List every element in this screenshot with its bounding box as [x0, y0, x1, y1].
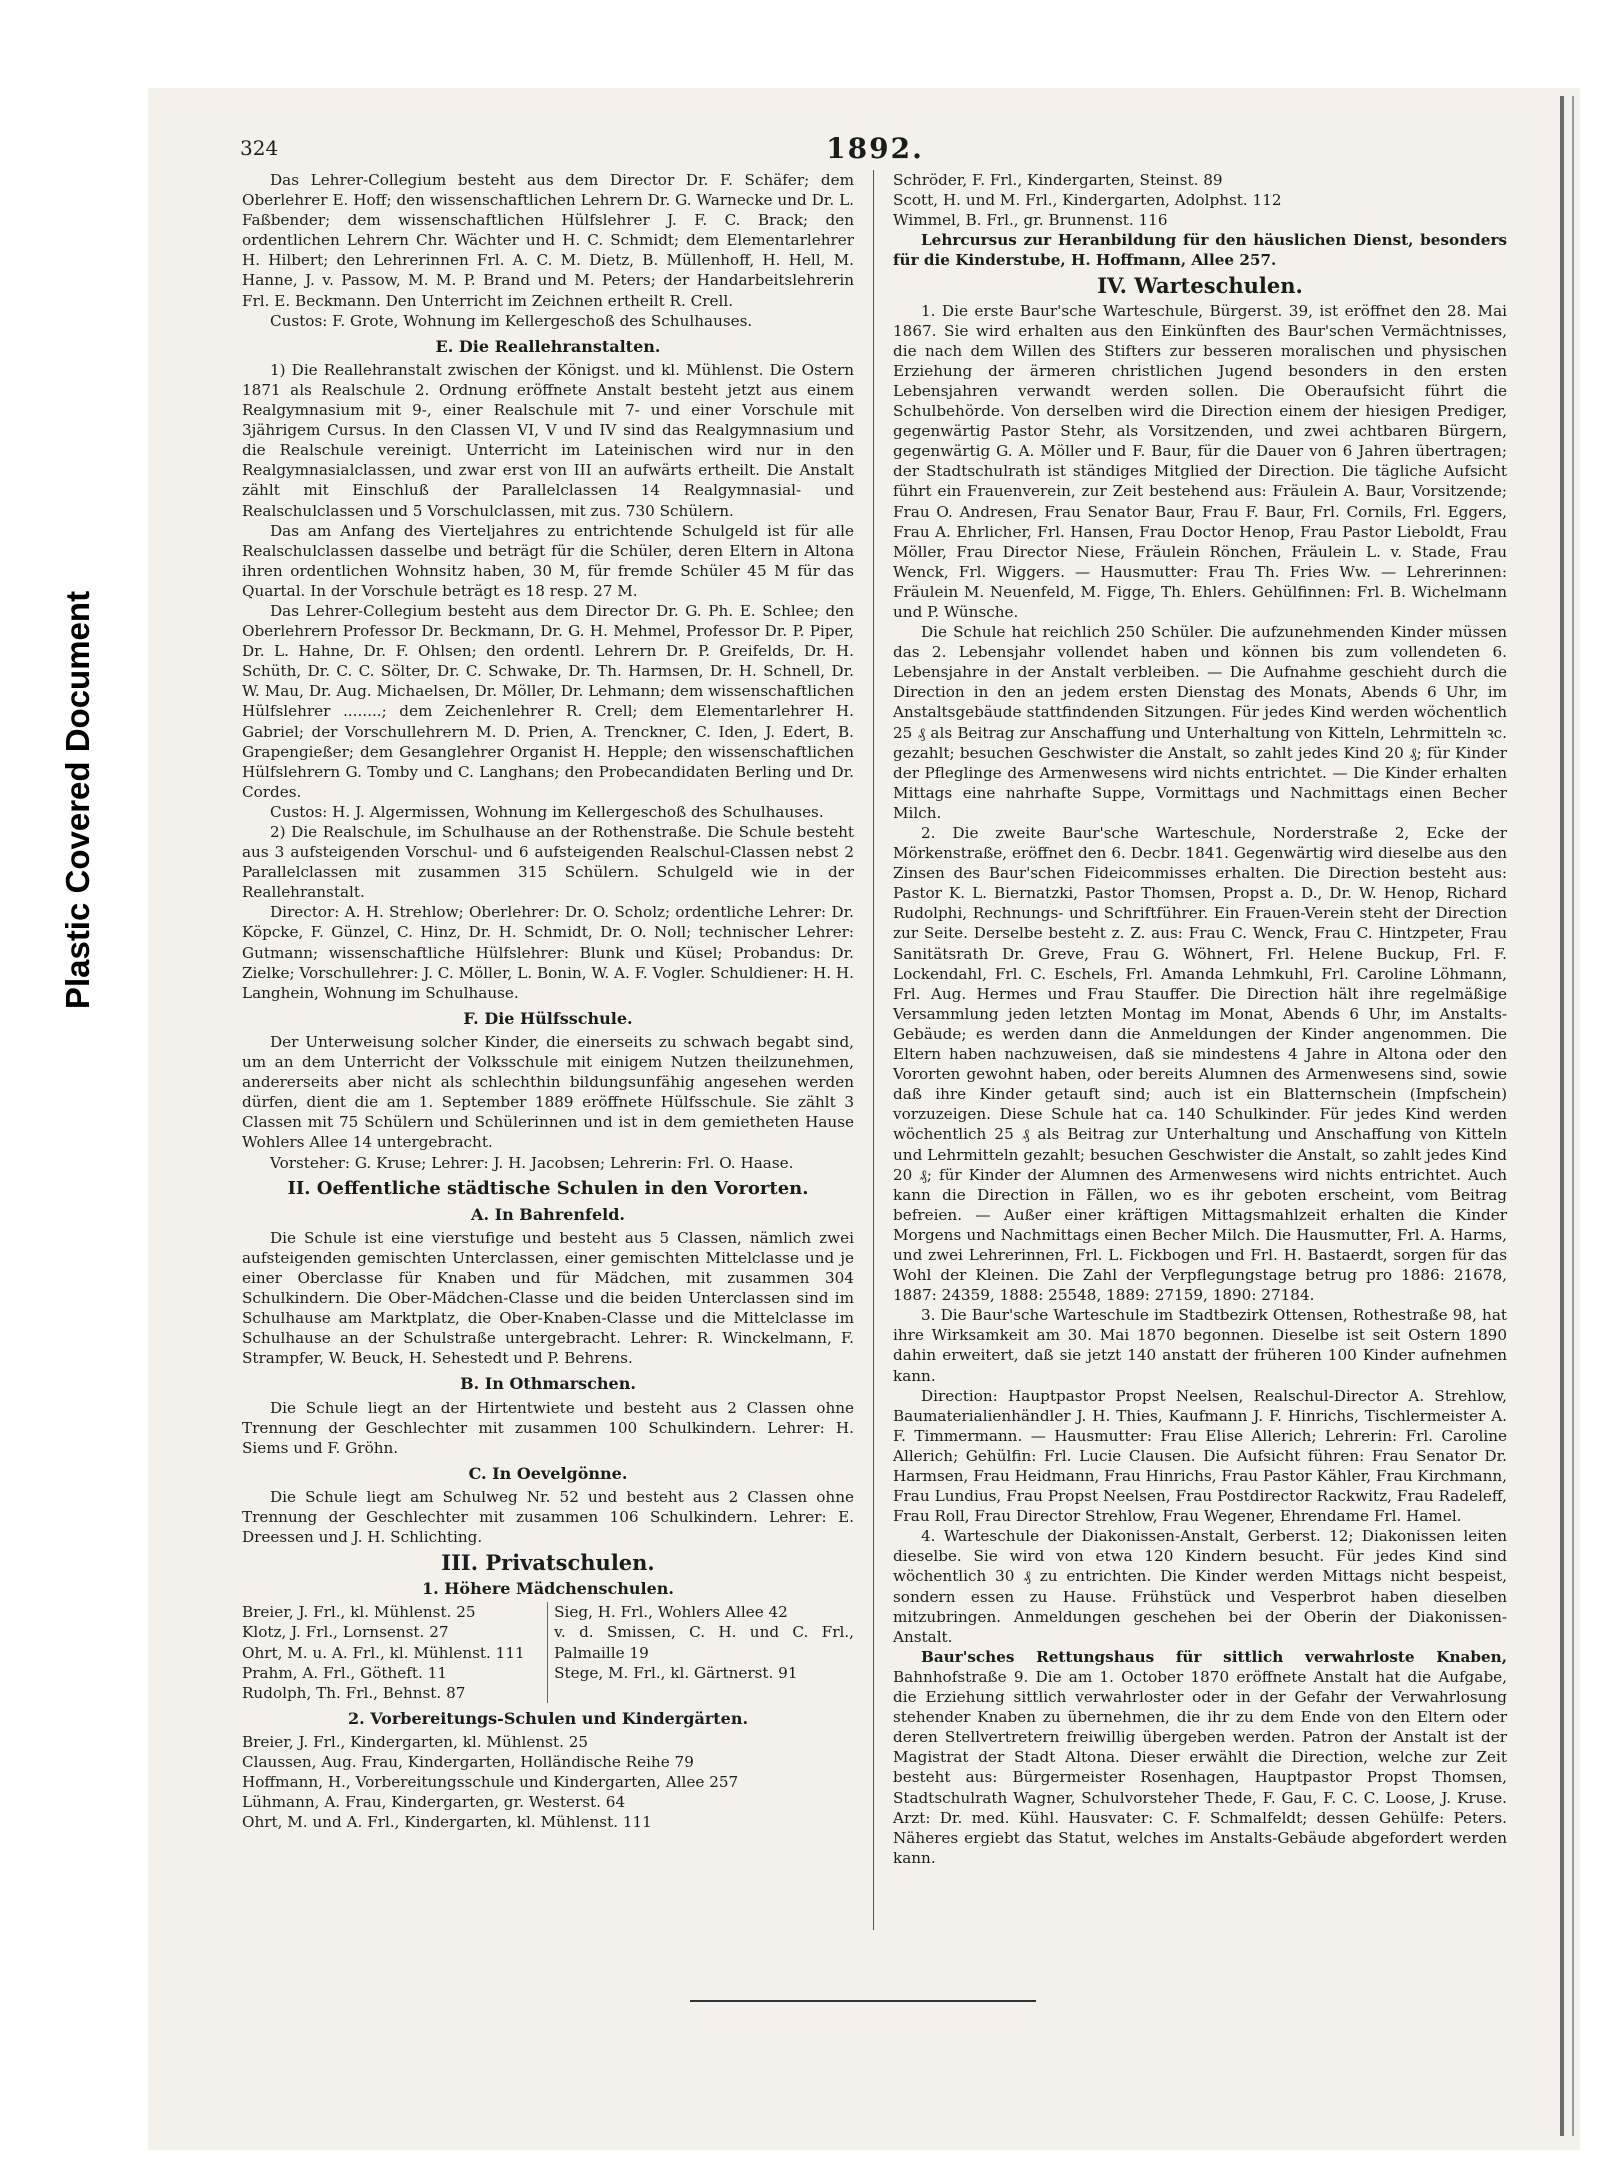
footer-rule [690, 2000, 1036, 2002]
page-number: 324 [240, 136, 279, 160]
page-edge [1560, 96, 1564, 2136]
inline-text: Bahnhofstraße 9. Die am 1. October 1870 eröffnete Anstalt hat die Aufgabe, die Erziehung sittlich verwahrloster oder in der Gefahr der Verwahrlosung stehender Knaben zu übernehmen, die ihr zu dem Ende von den Eltern oder deren Stellvertretern freiwillig übergeben werden. Patron der Anstalt ist der Magistrat der Stadt Altona. Dieser erwählt die Direction, welche zur Zeit besteht aus: Bürgermeister Rosenhagen, Hauptpastor Propst Thomsen, Stadtschulrath Wagner, Schulvorsteher Thede, F. Gau, F. C. C. Loose, J. Kruse. Arzt: Dr. med. Kühl. Hausvater: C. F. Schmalfeldt; dessen Gehülfe: Peters. Näheres ergiebt das Statut, welches im Anstalts-Gebäude abgefordert werden kann. [893, 1667, 1507, 1867]
paragraph: Die Schule hat reichlich 250 Schüler. Die aufzunehmenden Kinder müssen das 2. Lebensjahr vollendet haben und können bis zum vollendeten 6. Lebensjahre in der Anstalt verbleiben. — Die Aufnahme geschieht durch die Direction in den an jedem ersten Dienstag des Monats, Abends 6 Uhr, im Anstaltsgebäude stattfindenden Sitzungen. Für jedes Kind werden wöchentlich 25 ₰ als Beitrag zur Anschaffung und Unterhaltung von Kitteln, Lehrmitteln ꝛc. gezahlt; besuchen Geschwister die Anstalt, so zahlt jedes Kind 20 ₰; für Kinder der Pfleglinge des Armenwesens wird nichts entrichtet. — Die Kinder erhalten Mittags eine nahrhafte Suppe, Vormittags und Nachmittags einen Becher Milch. [893, 623, 1507, 822]
list-item: Ohrt, M. u. A. Frl., kl. Mühlenst. 111 [242, 1643, 525, 1662]
paragraph: Lehrcursus zur Heranbildung für den häuslichen Dienst, besonders für die Kinderstube, H. Hoffmann, Allee 257. [893, 231, 1507, 270]
inline-title: Baur'sches Rettungshaus für sittlich verwahrloste Knaben, [921, 1647, 1507, 1666]
paragraph: Die Schule ist eine vierstufige und besteht aus 5 Classen, nämlich zwei aufsteigenden gemischten Unterclassen, einer gemischten Mittelclasse und je einer Oberclasse für Knaben und für Mädchen, mit zusammen 304 Schulkindern. Die Ober-Mädchen-Classe und die beiden Unterclassen sind im Schulhause am Marktplatz, die Ober-Knaben-Classe und die Mittelclasse im Schulhause an der Schulstraße untergebracht. Lehrer: R. Winckelmann, F. Strampfer, W. Beuck, H. Sehestedt und P. Behrens. [242, 1228, 854, 1368]
paragraph: 3. Die Baur'sche Warteschule im Stadtbezirk Ottensen, Rothestraße 98, hat ihre Wirksamkeit am 30. Mai 1870 begonnen. Dieselbe ist seit Ostern 1890 dahin erweitert, daß sie jetzt 140 anstatt der früheren 100 Kinder aufnehmen kann. [893, 1306, 1507, 1385]
list-item: Wimmel, B. Frl., gr. Brunnenst. 116 [893, 211, 1168, 230]
list-item: Hoffmann, H., Vorbereitungsschule und Kindergarten, Allee 257 [242, 1773, 739, 1792]
side-label: Plastic Covered Document [59, 590, 96, 1010]
list-item: Scott, H. und M. Frl., Kindergarten, Adolphst. 112 [893, 191, 1282, 210]
chapter-heading: III. Privatschulen. [441, 1550, 655, 1576]
page-year: 1892. [826, 132, 924, 165]
chapter-heading: IV. Warteschulen. [1097, 273, 1303, 299]
list-item: Sieg, H. Frl., Wohlers Allee 42 [554, 1603, 788, 1622]
paragraph: Die Schule liegt am Schulweg Nr. 52 und besteht aus 2 Classen ohne Trennung der Geschlechter mit zusammen 106 Schulkindern. Lehrer: E. Dreessen und J. H. Schlichting. [242, 1487, 854, 1547]
left-column [242, 170, 854, 1832]
list-item: Lühmann, A. Frau, Kindergarten, gr. Westerst. 64 [242, 1793, 626, 1812]
list-item: Schröder, F. Frl., Kindergarten, Steinst. 89 [893, 171, 1223, 189]
page-header [240, 132, 1510, 166]
chapter-heading: II. Oeffentliche städtische Schulen in den Vororten. [287, 1177, 809, 1199]
paragraph: Die Schule liegt an der Hirtentwiete und besteht aus 2 Classen ohne Trennung der Geschlechter mit zusammen 100 Schulkindern. Lehrer: H. Siems und F. Gröhn. [242, 1398, 854, 1457]
section-heading: C. In Oevelgönne. [468, 1463, 628, 1483]
list-item: v. d. Smissen, C. H. und C. Frl., Palmaille 19 [554, 1623, 854, 1662]
column-divider [873, 170, 874, 1930]
section-heading: A. In Bahrenfeld. [471, 1204, 625, 1224]
section-heading: 1. Höhere Mädchenschulen. [422, 1579, 674, 1599]
school-list [242, 1602, 854, 1702]
school-list-left [242, 1602, 542, 1702]
section-heading: 2. Vorbereitungs-Schulen und Kindergärten. [347, 1708, 749, 1728]
paragraph: Das Lehrer-Collegium besteht aus dem Director Dr. G. Ph. E. Schlee; den Oberlehrern Professor Dr. Beckmann, Dr. G. H. Mehmel, Professor Dr. P. Piper, Dr. L. Hahne, Dr. F. Ohlsen; den ordentl. Lehrern Dr. P. Greifelds, Dr. H. Schüth, Dr. C. C. Sölter, Dr. C. Schwake, Dr. Th. Harmsen, Dr. H. Schnell, Dr. W. Mau, Dr. Aug. Michaelsen, Dr. Möller, Dr. Lehmann; dem wissenschaftlichen Hülfslehrer ........; dem Zeichenlehrer R. Crell; dem Elementarlehrer H. Gabriel; der Vorschullehrern M. D. Prien, A. Trenckner, C. Iden, J. Edert, B. Grapengießer; dem Gesanglehrer Organist H. Hepple; den wissenschaftlichen Hülfslehrern G. Tomby und C. Langhans; den Probecandidaten Berling und Dr. Cordes. [242, 601, 854, 801]
section-heading: B. In Othmarschen. [460, 1374, 636, 1394]
page-edge-inner [1572, 96, 1574, 2136]
paragraph: Der Unterweisung solcher Kinder, die einerseits zu schwach begabt sind, um an dem Unterricht der Volksschule mit einigem Nutzen theilzunehmen, andererseits aber nicht als schlechthin bildungsunfähig angesehen werden dürfen, dient die am 1. September 1889 eröffnete Hülfsschule. Sie zählt 3 Classen mit 75 Schülern und Schülerinnen und ist in dem gemietheten Hause Wohlers Allee 14 untergebracht. [242, 1032, 854, 1152]
list-item: Stege, M. Frl., kl. Gärtnerst. 91 [554, 1663, 798, 1682]
paragraph: Direction: Hauptpastor Propst Neelsen, Realschul-Director A. Strehlow, Baumaterialienhändler J. H. Thies, Kaufmann J. F. Hinrichs, Tischlermeister A. F. Timmermann. — Hausmutter: Frau Elise Allerich; Lehrerin: Frl. Caroline Allerich; Gehülfin: Frl. Lucie Clausen. Die Aufsicht führen: Frau Senator Dr. Harmsen, Frau Heidmann, Frau Hinrichs, Frau Pastor Kähler, Frau Kirchmann, Frau Lundius, Frau Propst Neelsen, Frau Postdirector Rackwitz, Frau Radeleff, Frau Roll, Frau Director Strehlow, Frau Wegener, Ehrendame Frl. Hamel. [893, 1386, 1507, 1526]
paragraph: Das am Anfang des Vierteljahres zu entrichtende Schulgeld ist für alle Realschulclassen dasselbe und beträgt für die Schüler, deren Eltern in Altona ihren ordentlichen Wohnsitz haben, 30 M, für fremde Schüler 45 M für das Quartal. In der Vorschule beträgt es 18 resp. 27 M. [242, 521, 854, 600]
paragraph: 2) Die Realschule, im Schulhause an der Rothenstraße. Die Schule besteht aus 3 aufsteigenden Vorschul- und 6 aufsteigenden Realschul-Classen nebst 2 Parallelclassen mit zusammen 315 Schülern. Schulgeld wie in der Reallehranstalt. [242, 823, 854, 902]
paragraph: 2. Die zweite Baur'sche Warteschule, Norderstraße 2, Ecke der Mörkenstraße, eröffnet den 6. Decbr. 1841. Gegenwärtig wird dieselbe aus den Zinsen des Baur'schen Fideicommisses erhalten. Die Direction besteht aus: Pastor K. L. Biernatzki, Pastor Thomsen, Propst a. D., Dr. W. Henop, Richard Rudolphi, Rechnungs- und Schriftführer. Ein Frauen-Verein steht der Direction zur Seite. Derselbe besteht z. Z. aus: Frau C. Wenck, Frau C. Hintzpeter, Frau Sanitätsrath Dr. Greve, Frau G. Wöhnert, Frl. Helene Buckup, Frl. F. Lockendahl, Frl. C. Eschels, Frl. Amanda Lehmkuhl, Frl. Caroline Löhmann, Frl. Aug. Hermes und Frau Stauffer. Die Direction hält ihre regelmäßige Versammlung jeden letzten Montag im Monat, Abends 6 Uhr, im Anstalts-Gebäude; es werden dann die Anmeldungen der Kinder angenommen. Die Eltern haben nachzuweisen, daß sie mindestens 4 Jahre in Altona oder den Vororten gewohnt haben, oder bereits Alumnen des Armenwesens sind, sowie daß ihre Kinder getauft sind; auch ist ein Blatternschein (Impfschein) vorzuzeigen. Diese Schule hat ca. 140 Schulkinder. Für jedes Kind werden wöchentlich 25 ₰ als Beitrag zur Unterhaltung und Anschaffung von Kitteln und Lehrmitteln gezahlt; besuchen Geschwister die Anstalt, so zahlt jedes Kind 20 ₰; für Kinder der Alumnen des Armenwesens wird nichts entrichtet. Auch kann die Direction in Fällen, wo es ihr geboten erscheint, vom Beitrag befreien. — Außer einer kräftigen Mittagsmahlzeit erhalten die Kinder Morgens und Nachmittags einen Becher Milch. Die Hausmutter, Frl. A. Harms, und zwei Lehrerinnen, Frl. L. Fickbogen und Frl. H. Bastaerdt, sorgen für das Wohl der Kleinen. Die Zahl der Verpflegungstage betrug pro 1886: 21678, 1887: 24359, 1888: 25548, 1889: 27159, 1890: 27184. [893, 824, 1507, 1305]
list-item: Breier, J. Frl., kl. Mühlenst. 25 [242, 1603, 476, 1622]
list-item: Rudolph, Th. Frl., Behnst. 87 [242, 1683, 466, 1702]
paragraph: Custos: F. Grote, Wohnung im Kellergeschoß des Schulhauses. [270, 311, 753, 330]
paragraph: Das Lehrer-Collegium besteht aus dem Director Dr. F. Schäfer; dem Oberlehrer E. Hoff; den wissenschaftlichen Lehrern Dr. G. Warnecke und Dr. L. Faßbender; dem wissenschaftlichen Hülfslehrer J. F. C. Brack; den ordentlichen Lehrern Chr. Wächter und H. C. Schmidt; dem Elementarlehrer H. Hilbert; den Lehrerinnen Frl. A. C. M. Dietz, B. Müllenhoff, H. Hell, M. Hanne, J. v. Passow, M. M. P. Brand und M. Peters; der Handarbeitslehrerin Frl. E. Beckmann. Den Unterricht im Zeichnen ertheilt R. Crell. [242, 171, 854, 310]
section-heading: F. Die Hülfsschule. [463, 1008, 633, 1028]
list-item: Prahm, A. Frl., Götheft. 11 [242, 1663, 447, 1682]
list-item: Ohrt, M. und A. Frl., Kindergarten, kl. Mühlenst. 111 [242, 1813, 652, 1832]
paragraph: Vorsteher: G. Kruse; Lehrer: J. H. Jacobsen; Lehrerin: Frl. O. Haase. [270, 1153, 794, 1172]
school-list-right [547, 1602, 854, 1702]
right-column [893, 170, 1507, 1868]
paragraph: 4. Warteschule der Diakonissen-Anstalt, Gerberst. 12; Diakonissen leiten dieselbe. Sie wird von etwa 120 Kindern besucht. Für jedes Kind sind wöchentlich 30 ₰ zu entrichten. Die Kinder werden Mittags nicht bespeist, sondern essen zu Hause. Frühstück und Vesperbrot haben dieselben mitzubringen. Anmeldungen geschehen bei der Oberin der Diakonissen-Anstalt. [893, 1527, 1507, 1646]
list-item: Claussen, Aug. Frau, Kindergarten, Holländische Reihe 79 [242, 1753, 694, 1772]
paragraph: 1. Die erste Baur'sche Warteschule, Bürgerst. 39, ist eröffnet den 28. Mai 1867. Sie wird erhalten aus den Einkünften des Baur'schen Vermächtnisses, die nach dem Willen des Stifters zur besseren moralischen und physischen Erziehung der ärmeren christlichen Jugend besonders in den ersten Lebensjahren verwandt werden sollen. Die Oberaufsicht führt die Schulbehörde. Von derselben wird die Direction einem der hiesigen Prediger, gegenwärtig Pastor Stehr, als Vorsitzenden, und zwei achtbaren Bürgern, gegenwärtig G. A. Möller und F. Baur, für die Dauer von 6 Jahren übertragen; der Stadtschulrath ist ständiges Mitglied der Direction. Die tägliche Aufsicht führt ein Frauenverein, zur Zeit bestehend aus: Fräulein A. Baur, Vorsitzende; Frau O. Andresen, Frau Senator Baur, Frau F. Baur, Frl. Cornils, Frl. Eggers, Frau A. Ehrlicher, Frl. Hansen, Frau Doctor Henop, Frau Pastor Lieboldt, Frau Möller, Frau Director Niese, Fräulein Rönchen, Fräulein L. v. Stade, Frau Wenck, Frl. Wiggers. — Hausmutter: Frau Th. Fries Ww. — Lehrerinnen: Fräulein M. Neuenfeld, M. Figge, Th. Ehlers. Gehülfinnen: Frl. B. Wichelmann und P. Wünsche. [893, 301, 1507, 621]
paragraph: 1) Die Reallehranstalt zwischen der Königst. und kl. Mühlenst. Die Ostern 1871 als Realschule 2. Ordnung eröffnete Anstalt besteht jetzt aus einem Realgymnasium mit 9-, einer Realschule mit 7- und einer Vorschule mit 3jährigem Cursus. In den Classen VI, V und IV sind das Realgymnasium und die Realschule vereinigt. Unterricht im Lateinischen wird nur in den Realgymnasialclassen, und zwar erst von III an aufwärts ertheilt. Die Anstalt zählt mit Einschluß der Parallelclassen 14 Realgymnasial- und Realschulclassen und 5 Vorschulclassen, mit zus. 730 Schülern. [242, 360, 854, 520]
list-item: Klotz, J. Frl., Lornsenst. 27 [242, 1623, 449, 1642]
paragraph: Director: A. H. Strehlow; Oberlehrer: Dr. O. Scholz; ordentliche Lehrer: Dr. Köpcke, F. Günzel, C. Hinz, Dr. H. Schmidt, Dr. O. Noll; technischer Lehrer: Gutmann; wissenschaftliche Hülfslehrer: Blunk und Küsel; Probandus: Dr. Zielke; Vorschullehrer: J. C. Möller, L. Bonin, W. A. F. Vogler. Schuldiener: H. H. Langhein, Wohnung im Schulhause. [242, 903, 854, 1002]
paragraph: Custos: H. J. Algermissen, Wohnung im Kellergeschoß des Schulhauses. [270, 802, 824, 821]
paragraph [893, 1647, 1507, 1868]
list-item: Breier, J. Frl., Kindergarten, kl. Mühlenst. 25 [242, 1732, 589, 1751]
section-heading: E. Die Reallehranstalten. [435, 336, 661, 356]
